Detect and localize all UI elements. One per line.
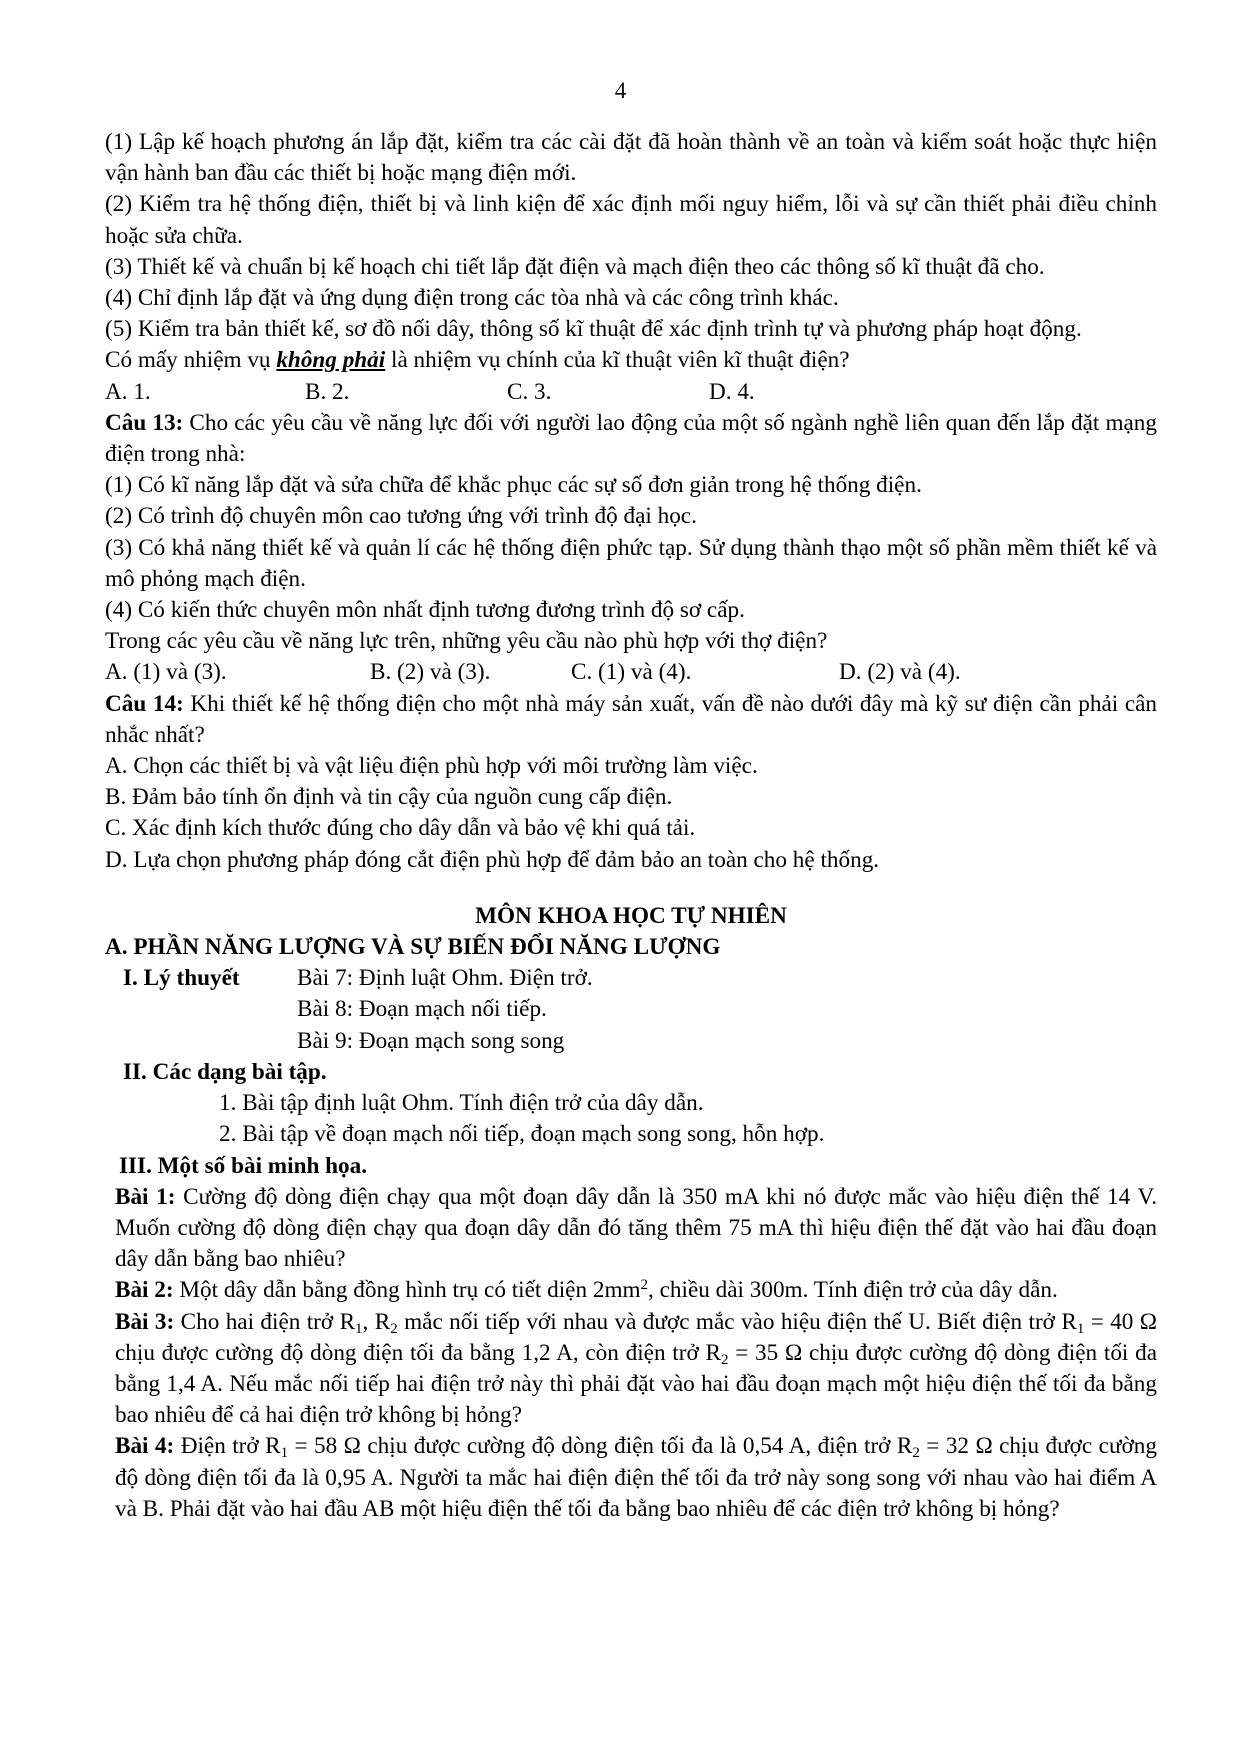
task-item-3: (3) Thiết kế và chuẩn bị kế hoạch chi tiết lắp đặt điện và mạch điện theo các thông số kĩ thuật đã cho. bbox=[105, 253, 1045, 280]
bai-4-s1: 1 bbox=[280, 1445, 289, 1462]
part-title: A. PHẦN NĂNG LƯỢNG VÀ SỰ BIẾN ĐỔI NĂNG LƯỢNG bbox=[105, 934, 721, 961]
bai-4-t2: = 58 Ω chịu được cường độ dòng điện tối đa là 0,54 A, điện trở R bbox=[288, 1433, 913, 1460]
task-item-1: (1) Lập kế hoạch phương án lắp đặt, kiểm tra các cài đặt đã hoàn thành về an toàn và kiểm soát hoặc thực hiện vận hành ban đầu các thiết bị hoặc mạng điện mới. bbox=[105, 129, 1157, 187]
theory-item-3: Bài 9: Đoạn mạch song song bbox=[297, 1027, 565, 1054]
q13-item-4: (4) Có kiến thức chuyên môn nhất định tương đương trình độ sơ cấp. bbox=[105, 597, 745, 624]
q14-question bbox=[105, 689, 1157, 751]
q13-option-a: A. (1) và (3). bbox=[105, 659, 227, 686]
bai-3-t4: = 40 Ω chịu được cường độ dòng điện tối đa bằng 1,2 A, còn điện trở R bbox=[115, 1308, 1158, 1366]
bai-3-t1: Cho hai điện trở R bbox=[174, 1308, 356, 1335]
q14-option-b: B. Đảm bảo tính ổn định và tin cậy của nguồn cung cấp điện. bbox=[105, 784, 673, 811]
bai-1-text: Cường độ dòng điện chạy qua một đoạn dây dẫn là 350 mA khi nó được mắc vào hiệu điện thế 14 V. Muốn cường độ dòng điện chạy qua đoạn dây dẫn đó tăng thêm 75 mA thì hiệu điện thế đặt vào hai đầu đoạn dây dẫn bằng bao nhiêu? bbox=[115, 1183, 1157, 1273]
q12-prompt-after: là nhiệm vụ chính của kĩ thuật viên kĩ thuật điện? bbox=[385, 347, 850, 374]
bai-3-t2: , R bbox=[362, 1308, 391, 1335]
theory-item-2: Bài 8: Đoạn mạch nối tiếp. bbox=[297, 996, 547, 1023]
section-spacer bbox=[105, 876, 1157, 901]
bai-4-s2: 2 bbox=[912, 1445, 920, 1462]
bai-4-t3: = 32 Ω chịu được cường độ dòng điện tối đa là 0,95 A. Người ta mắc hai điện điện thế tối đa trở này song song với nhau vào hai điểm A và B. Phải đặt vào hai đầu AB một hiệu điện thế tối đa bằng bao nhiêu để các điện trở không bị hỏng? bbox=[115, 1433, 1157, 1522]
q12-prompt bbox=[105, 345, 1157, 376]
page-content bbox=[105, 127, 1157, 1525]
bai-2-sup: 2 bbox=[640, 1277, 649, 1294]
bai-3-s3: 1 bbox=[1076, 1320, 1085, 1337]
bai-3 bbox=[105, 1307, 1157, 1432]
q13-option-b: B. (2) và (3). bbox=[370, 659, 491, 686]
q14-label: Câu 14: bbox=[105, 690, 184, 717]
theory-block bbox=[105, 963, 1157, 1057]
bai-2-text-a: Một dây dẫn bằng đồng hình trụ có tiết diện 2mm bbox=[173, 1277, 641, 1304]
q14-intro: Khi thiết kế hệ thống điện cho một nhà máy sản xuất, vấn đề nào dưới đây mà kỹ sư điện cần phải cân nhắc nhất? bbox=[105, 690, 1157, 748]
q14-option-c: C. Xác định kích thước đúng cho dây dẫn và bảo vệ khi quá tải. bbox=[105, 815, 696, 842]
exercise-item-2: 2. Bài tập về đoạn mạch nối tiếp, đoạn mạch song song, hỗn hợp. bbox=[219, 1121, 825, 1148]
bai-4-t1: Điện trở R bbox=[174, 1433, 281, 1460]
bai-1-label: Bài 1: bbox=[115, 1183, 176, 1210]
bai-1 bbox=[105, 1182, 1157, 1276]
bai-4 bbox=[105, 1431, 1157, 1525]
q12-prompt-emphasis: không phải bbox=[276, 347, 386, 374]
q13-question bbox=[105, 408, 1157, 470]
bai-2-text-b: , chiều dài 300m. Tính điện trở của dây dẫn. bbox=[648, 1277, 1058, 1304]
q12-prompt-before: Có mấy nhiệm vụ bbox=[105, 347, 277, 374]
theory-item-1: Bài 7: Định luật Ohm. Điện trở. bbox=[297, 965, 593, 992]
bai-3-t5: = 35 Ω chịu được cường độ dòng điện tối đa bằng 1,4 A. Nếu mắc nối tiếp hai điện trở này thì phải đặt vào hai đầu đoạn mạch một hiệu điện thế tối đa bằng bao nhiêu để cả hai điện trở không bị hỏng? bbox=[115, 1339, 1157, 1429]
q13-item-3: (3) Có khả năng thiết kế và quản lí các hệ thống điện phức tạp. Sử dụng thành thạo một số phần mềm thiết kế và mô phỏng mạch điện. bbox=[105, 534, 1157, 592]
bai-2-label: Bài 2: bbox=[115, 1277, 174, 1304]
q13-item-1: (1) Có kĩ năng lắp đặt và sửa chữa để khắc phục các sự số đơn giản trong hệ thống điện. bbox=[105, 472, 922, 499]
q13-item-2: (2) Có trình độ chuyên môn cao tương ứng với trình độ đại học. bbox=[105, 503, 697, 530]
exercise-label: II. Các dạng bài tập. bbox=[123, 1058, 327, 1085]
bai-3-s1: 1 bbox=[355, 1320, 363, 1337]
q12-option-c: C. 3. bbox=[507, 378, 552, 405]
examples-label: III. Một số bài minh họa. bbox=[119, 1152, 368, 1179]
q13-options bbox=[105, 657, 1157, 688]
q13-prompt: Trong các yêu cầu về năng lực trên, những yêu cầu nào phù hợp với thợ điện? bbox=[105, 628, 828, 655]
q12-option-a: A. 1. bbox=[105, 378, 151, 405]
q13-option-d: D. (2) và (4). bbox=[839, 659, 961, 686]
task-item-2: (2) Kiểm tra hệ thống điện, thiết bị và linh kiện để xác định mối nguy hiểm, lỗi và sự cần thiết phải điều chỉnh hoặc sửa chữa. bbox=[105, 191, 1157, 249]
task-item-4: (4) Chỉ định lắp đặt và ứng dụng điện trong các tòa nhà và các công trình khác. bbox=[105, 285, 839, 312]
q14-option-d: D. Lựa chọn phương pháp đóng cắt điện phù hợp để đảm bảo an toàn cho hệ thống. bbox=[105, 846, 880, 873]
bai-4-label: Bài 4: bbox=[115, 1433, 175, 1460]
q13-label: Câu 13: bbox=[105, 409, 184, 436]
bai-3-s4: 2 bbox=[720, 1351, 729, 1368]
q13-option-c: C. (1) và (4). bbox=[571, 659, 692, 686]
q14-option-a: A. Chọn các thiết bị và vật liệu điện phù hợp với môi trường làm việc. bbox=[105, 753, 758, 780]
theory-list bbox=[297, 963, 1157, 1057]
bai-2 bbox=[105, 1275, 1157, 1306]
theory-label: I. Lý thuyết bbox=[123, 965, 240, 992]
q12-option-b: B. 2. bbox=[305, 378, 350, 405]
q13-intro: Cho các yêu cầu về năng lực đối với người lao động của một số ngành nghề liên quan đến lắp đặt mạng điện trong nhà: bbox=[105, 409, 1157, 468]
bai-3-t3: mắc nối tiếp với nhau và được mắc vào hiệu điện thế U. Biết điện trở R bbox=[397, 1308, 1077, 1335]
bai-3-s2: 2 bbox=[390, 1320, 398, 1337]
bai-3-label: Bài 3: bbox=[115, 1308, 175, 1335]
q12-option-d: D. 4. bbox=[709, 378, 755, 405]
task-item-5: (5) Kiểm tra bản thiết kế, sơ đồ nối dây, thông số kĩ thuật để xác định trình tự và phương pháp hoạt động. bbox=[105, 316, 1082, 343]
page-number: 4 bbox=[614, 78, 627, 103]
q12-options bbox=[105, 377, 1157, 408]
exercise-item-1: 1. Bài tập định luật Ohm. Tính điện trở của dây dẫn. bbox=[219, 1090, 704, 1117]
subject-title: MÔN KHOA HỌC TỰ NHIÊN bbox=[475, 902, 787, 929]
